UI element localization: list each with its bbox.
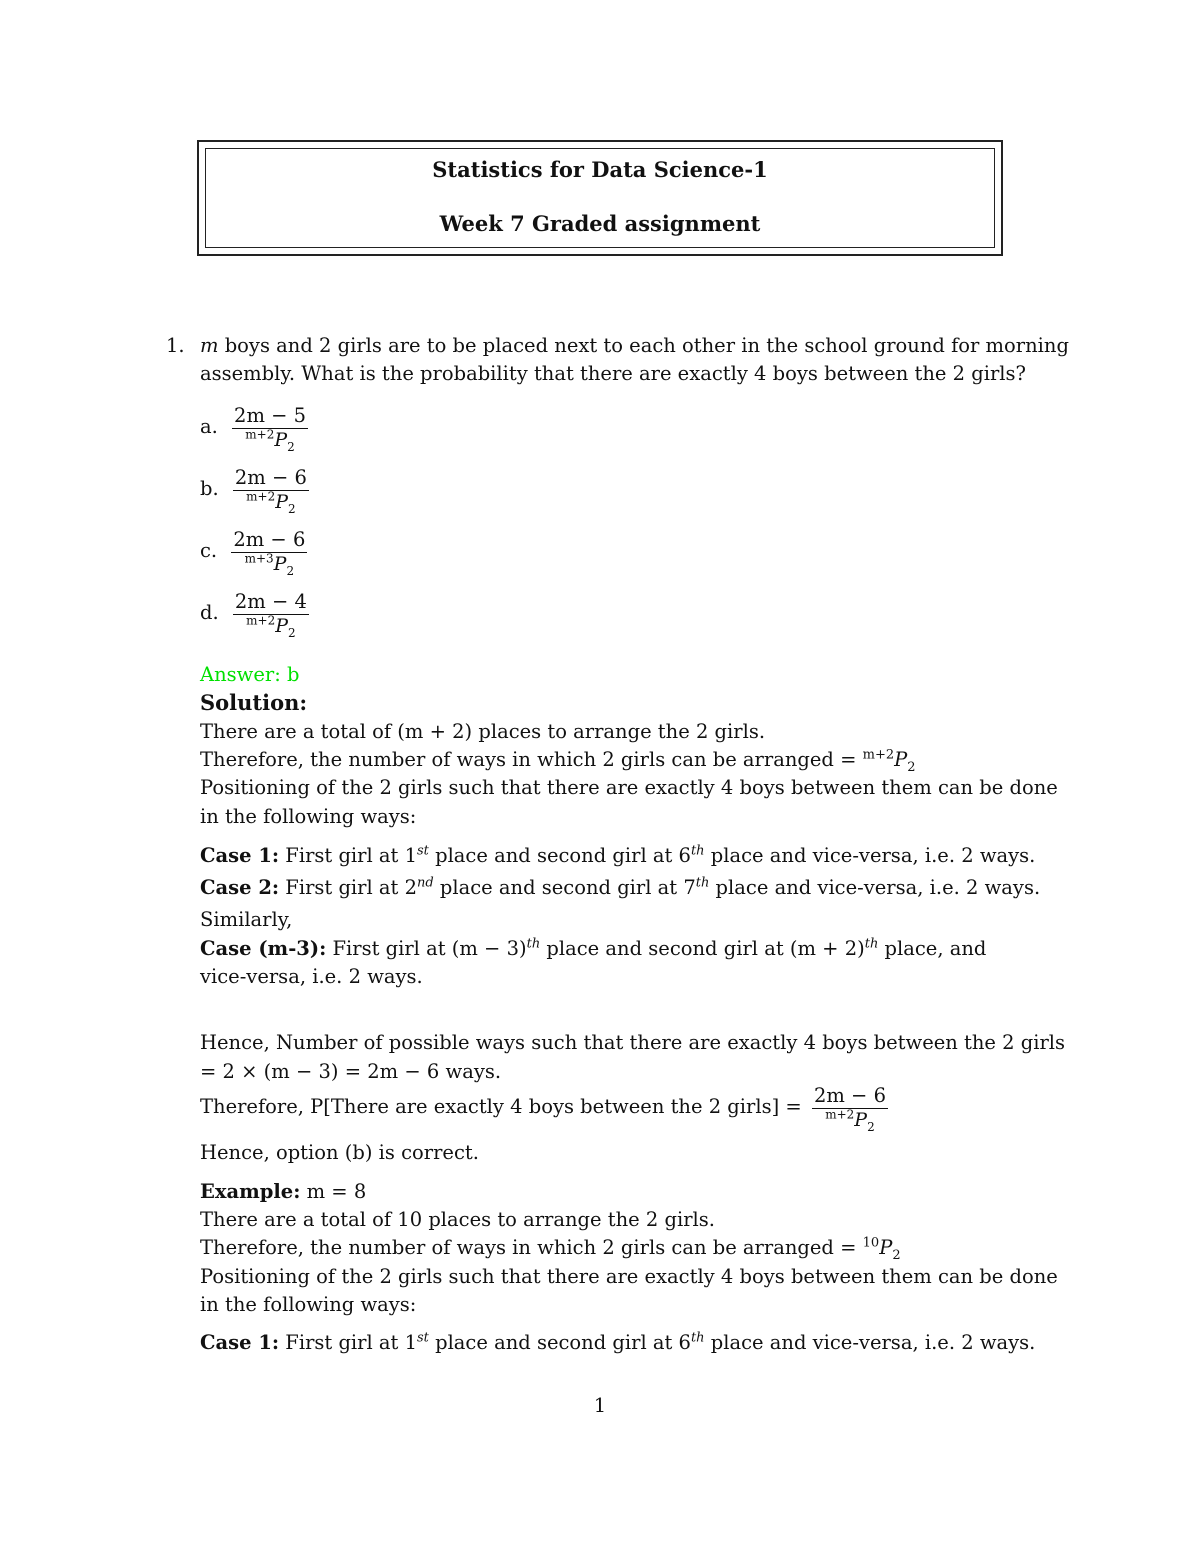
case-text: place and vice-versa, i.e. 2 ways.	[709, 876, 1041, 899]
case-text: place and second girl at 7	[433, 876, 696, 899]
probability-fraction	[812, 1084, 888, 1134]
permutation-subscript: 2	[288, 625, 296, 640]
fraction-denominator	[232, 427, 308, 454]
option-c	[200, 528, 307, 578]
probability-line	[200, 1084, 888, 1134]
ordinal-sup: th	[690, 843, 705, 859]
example-line-4: in the following ways:	[200, 1293, 417, 1316]
option-a	[200, 404, 308, 454]
page-number: 1	[593, 1394, 607, 1417]
case-m-3-line	[200, 937, 986, 961]
example-line-2-text: Therefore, the number of ways in which 2 girls can be arranged =	[200, 1236, 863, 1259]
solution-line-4: in the following ways:	[200, 805, 417, 828]
example-line-1: There are a total of 10 places to arrange the 2 girls.	[200, 1208, 715, 1231]
title-box	[197, 140, 1003, 256]
permutation-subscript: 2	[286, 563, 295, 578]
permutation-symbol: P	[854, 1109, 868, 1131]
hence-line-1: Hence, Number of possible ways such that there are exactly 4 boys between the 2 girls	[200, 1031, 1066, 1054]
fraction-denominator	[233, 613, 309, 640]
case-text: First girl at (m − 3)	[326, 937, 527, 960]
option-b	[200, 466, 309, 516]
case-2-line	[200, 876, 1040, 900]
option-fraction	[233, 590, 309, 640]
permutation-superscript: m+2	[246, 613, 276, 628]
option-d	[200, 590, 309, 640]
example-label: Example:	[200, 1180, 301, 1203]
fraction-numerator: 2m − 4	[234, 590, 307, 613]
permutation-superscript: m+2	[245, 427, 275, 442]
permutation-superscript: m+2	[246, 489, 276, 504]
case-text: First girl at 2	[279, 876, 417, 899]
permutation-subscript: 2	[288, 501, 296, 516]
ordinal-sup: th	[526, 936, 541, 952]
question-number: 1.	[166, 334, 185, 357]
question-line-2: assembly. What is the probability that there are exactly 4 boys between the 2 girls?	[200, 362, 1026, 385]
permutation-subscript: 2	[867, 1119, 875, 1134]
case-text: place and second girl at 6	[428, 844, 691, 867]
case-label: Case 2:	[200, 876, 280, 899]
case-text: place and vice-versa, i.e. 2 ways.	[704, 1331, 1036, 1354]
title-box-inner	[205, 148, 995, 248]
answer-label: Answer: b	[200, 663, 300, 686]
example-case-1-line	[200, 1331, 1035, 1355]
permutation-symbol: P	[275, 491, 289, 513]
permutation-superscript: m+3	[244, 551, 274, 566]
option-fraction	[232, 404, 308, 454]
question-line-1	[200, 334, 1069, 358]
question-var: m	[200, 334, 219, 357]
hence-line-2: = 2 × (m − 3) = 2m − 6 ways.	[200, 1060, 502, 1083]
case-label: Case 1:	[200, 1331, 280, 1354]
option-label: d.	[200, 601, 219, 624]
case-m-3-line-2: vice-versa, i.e. 2 ways.	[200, 965, 423, 988]
permutation-superscript: 10	[862, 1235, 880, 1251]
fraction-denominator	[231, 551, 307, 578]
example-line-2	[200, 1235, 901, 1263]
ordinal-sup: th	[695, 875, 710, 891]
permutation-subscript: 2	[287, 439, 295, 454]
assignment-title: Week 7 Graded assignment	[439, 211, 761, 236]
conclusion-line: Hence, option (b) is correct.	[200, 1141, 479, 1164]
solution-heading: Solution:	[200, 690, 308, 715]
ordinal-sup: st	[416, 843, 429, 859]
similarly-line: Similarly,	[200, 908, 293, 931]
solution-line-2	[200, 747, 916, 775]
case-text: place, and	[878, 937, 987, 960]
case-1-line	[200, 844, 1035, 868]
fraction-numerator: 2m − 6	[233, 528, 306, 551]
option-fraction	[231, 528, 307, 578]
permutation-symbol: P	[274, 429, 288, 451]
permutation-symbol: P	[275, 615, 289, 637]
permutation-subscript: 2	[907, 759, 916, 775]
solution-line-1: There are a total of (m + 2) places to arrange the 2 girls.	[200, 720, 766, 743]
option-fraction	[233, 466, 309, 516]
permutation-superscript: m+2	[825, 1107, 855, 1122]
ordinal-sup: nd	[416, 875, 434, 891]
case-text: First girl at 1	[279, 844, 417, 867]
permutation-symbol: P	[879, 1236, 893, 1259]
case-label: Case (m-3):	[200, 937, 327, 960]
example-line-3: Positioning of the 2 girls such that there are exactly 4 boys between them can be done	[200, 1265, 1058, 1288]
ordinal-sup: th	[864, 936, 879, 952]
option-label: b.	[200, 477, 219, 500]
case-text: First girl at 1	[279, 1331, 417, 1354]
case-text: place and vice-versa, i.e. 2 ways.	[704, 844, 1036, 867]
permutation-symbol: P	[894, 748, 908, 771]
solution-line-2-text: Therefore, the number of ways in which 2 girls can be arranged =	[200, 748, 863, 771]
ordinal-sup: th	[690, 1330, 705, 1346]
question-line-1-text: boys and 2 girls are to be placed next to each other in the school ground for morning	[218, 334, 1069, 357]
option-label: a.	[200, 415, 218, 438]
permutation-subscript: 2	[892, 1247, 901, 1263]
solution-line-3: Positioning of the 2 girls such that there are exactly 4 boys between them can be done	[200, 776, 1058, 799]
case-label: Case 1:	[200, 844, 280, 867]
case-text: place and second girl at 6	[428, 1331, 691, 1354]
permutation-symbol: P	[273, 553, 287, 575]
ordinal-sup: st	[416, 1330, 429, 1346]
course-title: Statistics for Data Science-1	[432, 157, 768, 182]
fraction-numerator: 2m − 6	[234, 466, 307, 489]
example-line	[200, 1180, 366, 1204]
case-text: place and second girl at (m + 2)	[540, 937, 865, 960]
fraction-denominator	[812, 1107, 888, 1134]
fraction-denominator	[233, 489, 309, 516]
probability-text: Therefore, P[There are exactly 4 boys between the 2 girls] =	[200, 1095, 802, 1118]
fraction-numerator: 2m − 6	[813, 1084, 886, 1107]
fraction-numerator: 2m − 5	[234, 404, 307, 427]
example-value: m = 8	[300, 1180, 367, 1203]
option-label: c.	[200, 539, 218, 562]
permutation-superscript: m+2	[862, 747, 895, 763]
